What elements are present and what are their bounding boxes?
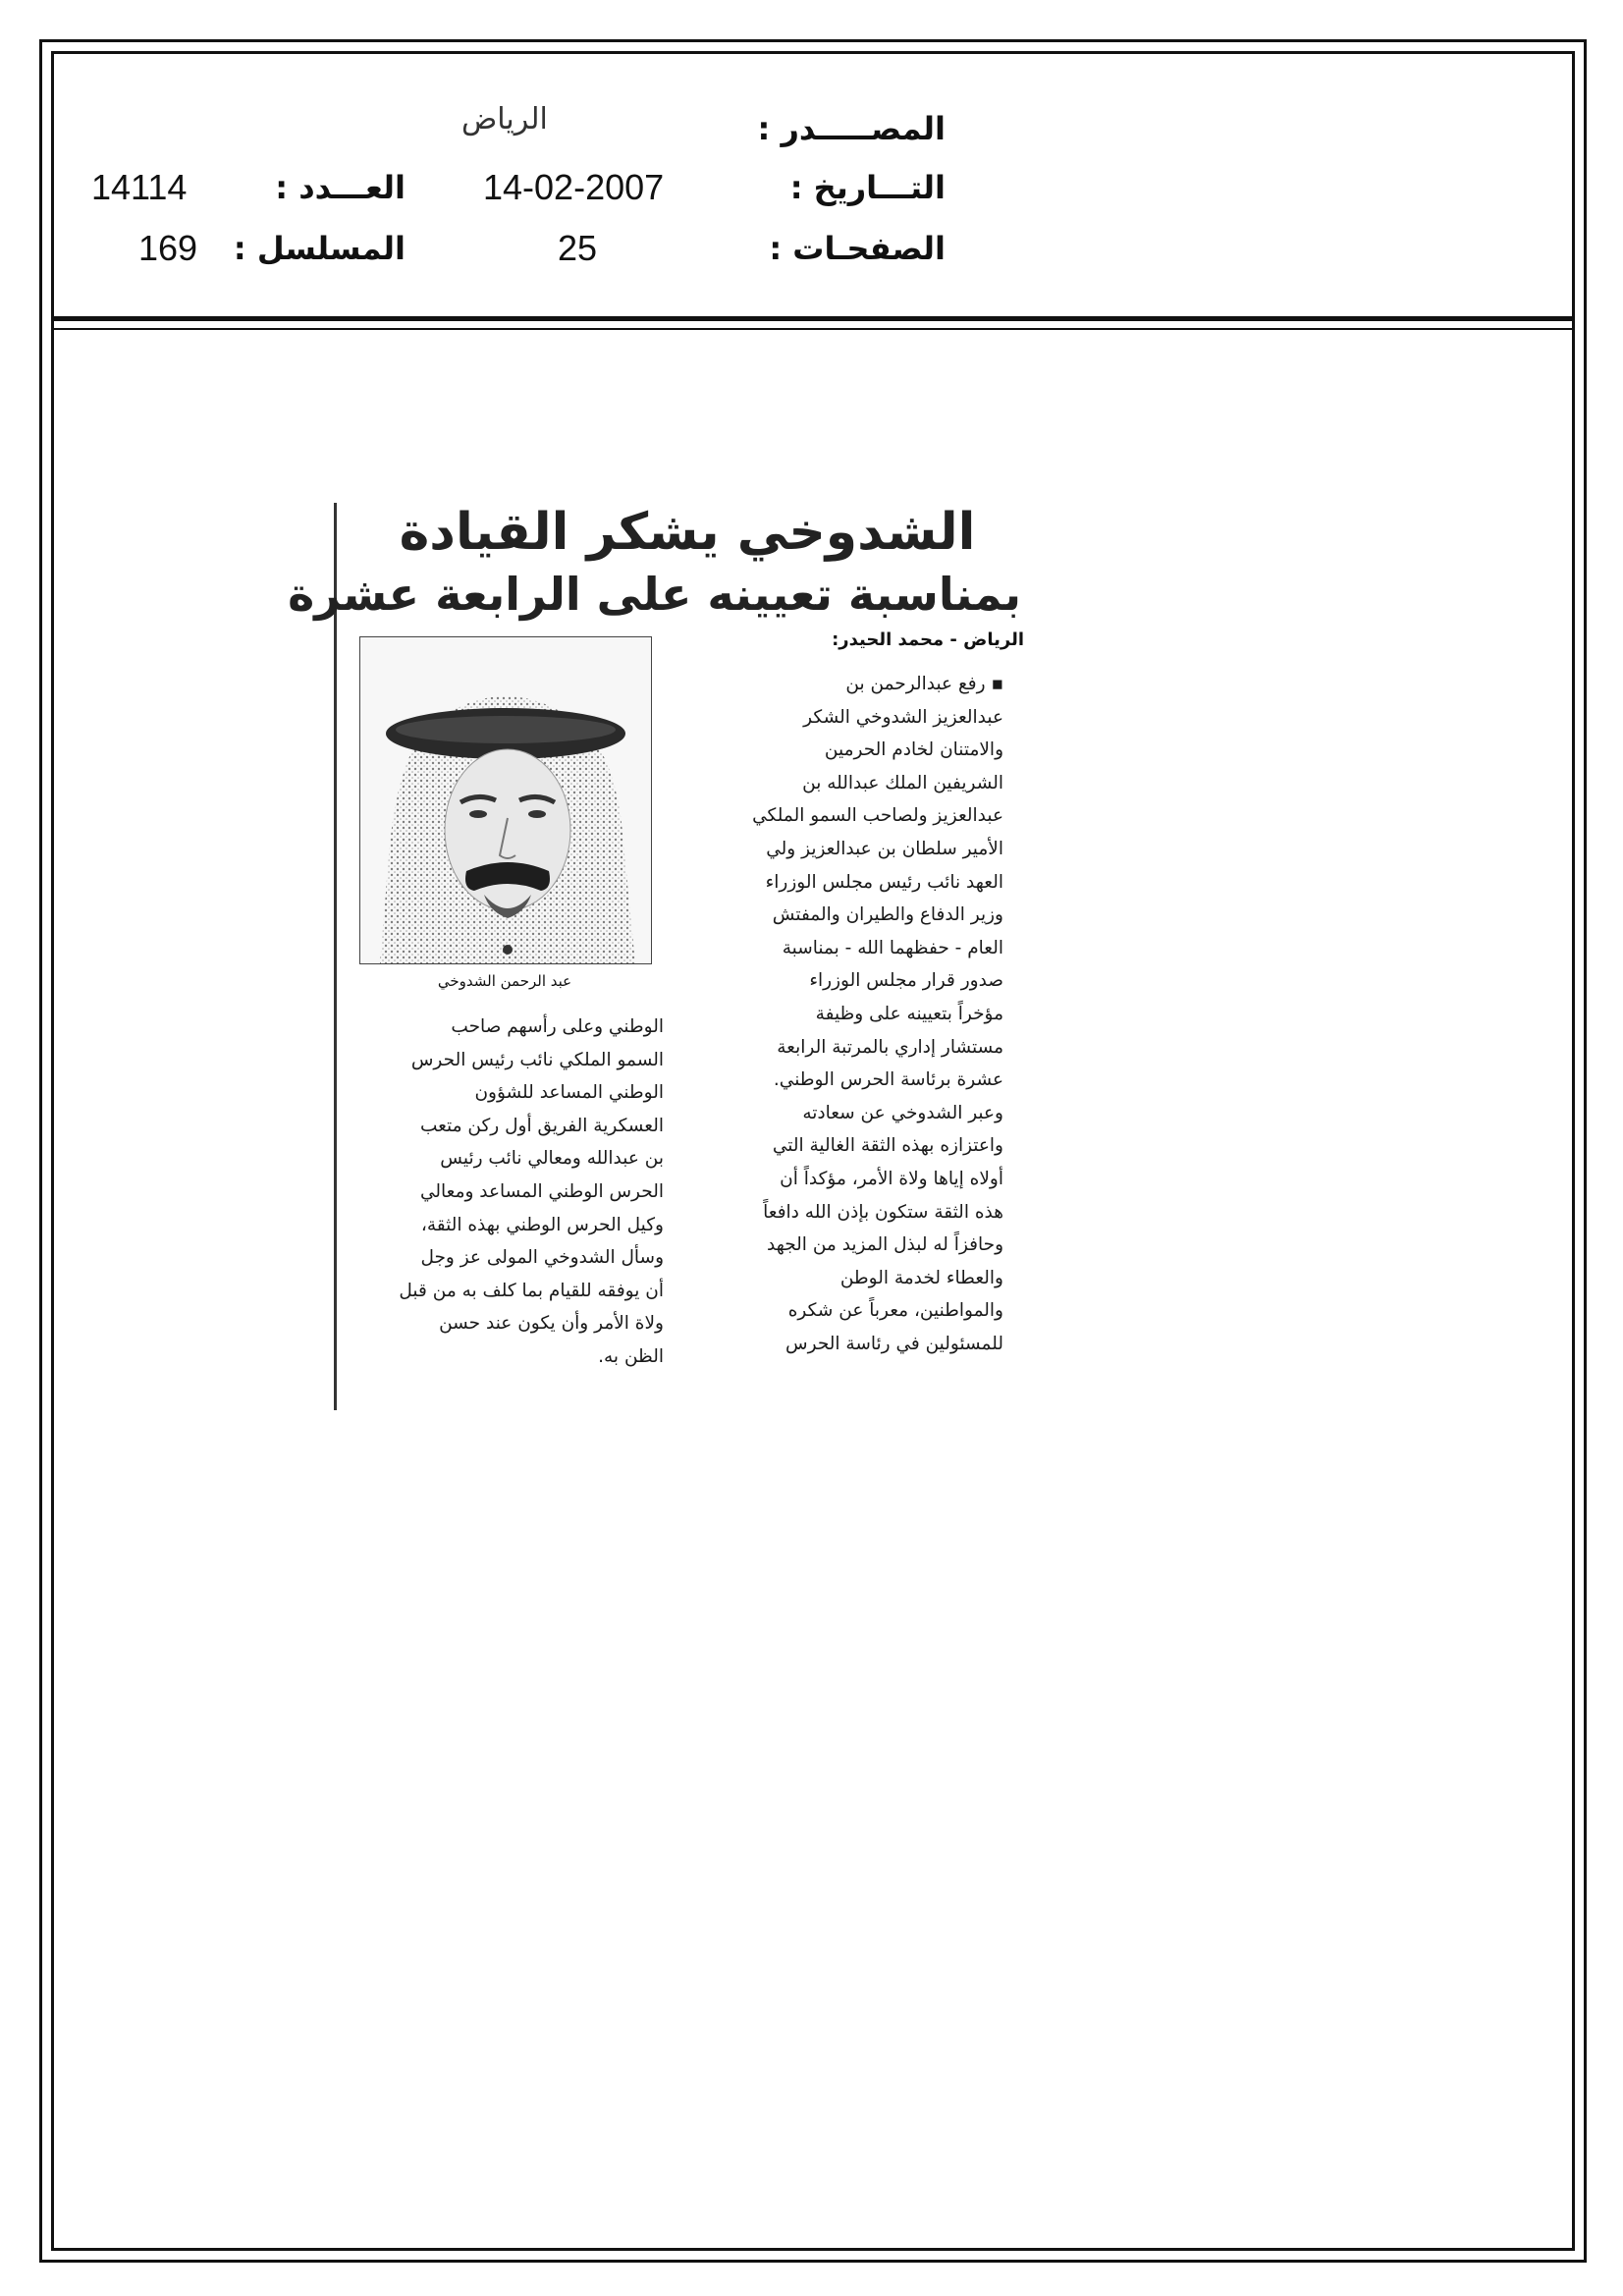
article-line: عبدالعزيز الشدوخي الشكر [803,706,1003,728]
article-line: عبدالعزيز ولصاحب السمو الملكي [752,805,1003,827]
article-line: للمسئولين في رئاسة الحرس [785,1333,1003,1354]
article-line: عشرة برئاسة الحرس الوطني. [773,1069,1003,1091]
article-line: الوطني المساعد للشؤون [474,1082,664,1104]
article-line: مستشار إداري بالمرتبة الرابعة [777,1036,1003,1058]
article-line: واعتزازه بهذه الثقة الغالية التي [772,1135,1003,1157]
article-line: العام - حفظهما الله - بمناسبة [782,937,1003,958]
article-line: الظن به. [598,1345,664,1367]
article-line: ▪ رفع عبدالرحمن بن [845,674,1003,694]
article-line: والامتنان لخادم الحرمين [824,739,1003,761]
article-line: صدور قرار مجلس الوزراء [809,970,1003,992]
serial-label: المسلسل : [233,230,406,267]
article-line: الشريفين الملك عبدالله بن [802,772,1003,793]
date-value: 14-02-2007 [483,167,665,207]
article-line: العسكرية الفريق أول ركن متعب [419,1115,664,1136]
article-line: السمو الملكي نائب رئيس الحرس [410,1049,664,1070]
article-line: ولاة الأمر وأن يكون عند حسن [439,1313,664,1335]
article-line: وزير الدفاع والطيران والمفتش [772,904,1003,926]
article-line: الأمير سلطان بن عبدالعزيز ولي [766,838,1003,859]
date-label: التـــاريخ : [789,169,946,206]
header-separator [51,316,1575,321]
article-column-right [664,668,1003,1360]
source-value: الرياض [461,102,548,137]
source-label: المصـــــدر : [757,110,946,147]
article-line: الوطني وعلى رأسهم صاحب [451,1016,664,1037]
article-column-left [353,1011,664,1374]
article-line: بن عبدالله ومعالي نائب رئيس [440,1148,664,1170]
headline-line-2: بمناسبة تعيينه على الرابعة عشرة [288,568,1021,621]
article-line: وحافزاً له لبذل المزيد من الجهد [766,1234,1003,1256]
pages-label: الصفحـات : [769,230,946,267]
article-line: وكيل الحرس الوطني بهذه الثقة، [420,1214,664,1235]
issue-value: 14114 [91,167,188,207]
clipping-left-rule [334,503,337,1410]
article-line: هذه الثقة ستكون بإذن الله دافعاً [763,1201,1003,1223]
article-line: العهد نائب رئيس مجلس الوزراء [765,871,1003,893]
serial-value: 169 [138,228,198,268]
article-line: الحرس الوطني المساعد ومعالي [419,1180,664,1202]
article-line: أولاه إياها ولاة الأمر، مؤكداً أن [780,1168,1003,1189]
headline-line-1: الشدوخي يشكر القيادة [399,503,976,562]
article-line: أن يوفقه للقيام بما كلف به من قبل [399,1280,664,1301]
portrait-photo [359,636,652,964]
header-separator-thin [51,328,1575,330]
article-line: وسأل الشدوخي المولى عز وجل [420,1247,664,1269]
article-line: والعطاء لخدمة الوطن [839,1267,1003,1288]
article-line: وعبر الشدوخي عن سعادته [802,1102,1003,1123]
issue-label: العـــدد : [275,169,406,206]
article-line: والمواطنين، معرباً عن شكره [787,1300,1003,1322]
pages-value: 25 [558,228,598,268]
byline: الرياض - محمد الحيدر: [832,629,1024,650]
article-line: مؤخراً بتعيينه على وظيفة [815,1003,1003,1024]
photo-caption: عبد الرحمن الشدوخي [437,972,572,990]
portrait-illustration [360,637,651,963]
